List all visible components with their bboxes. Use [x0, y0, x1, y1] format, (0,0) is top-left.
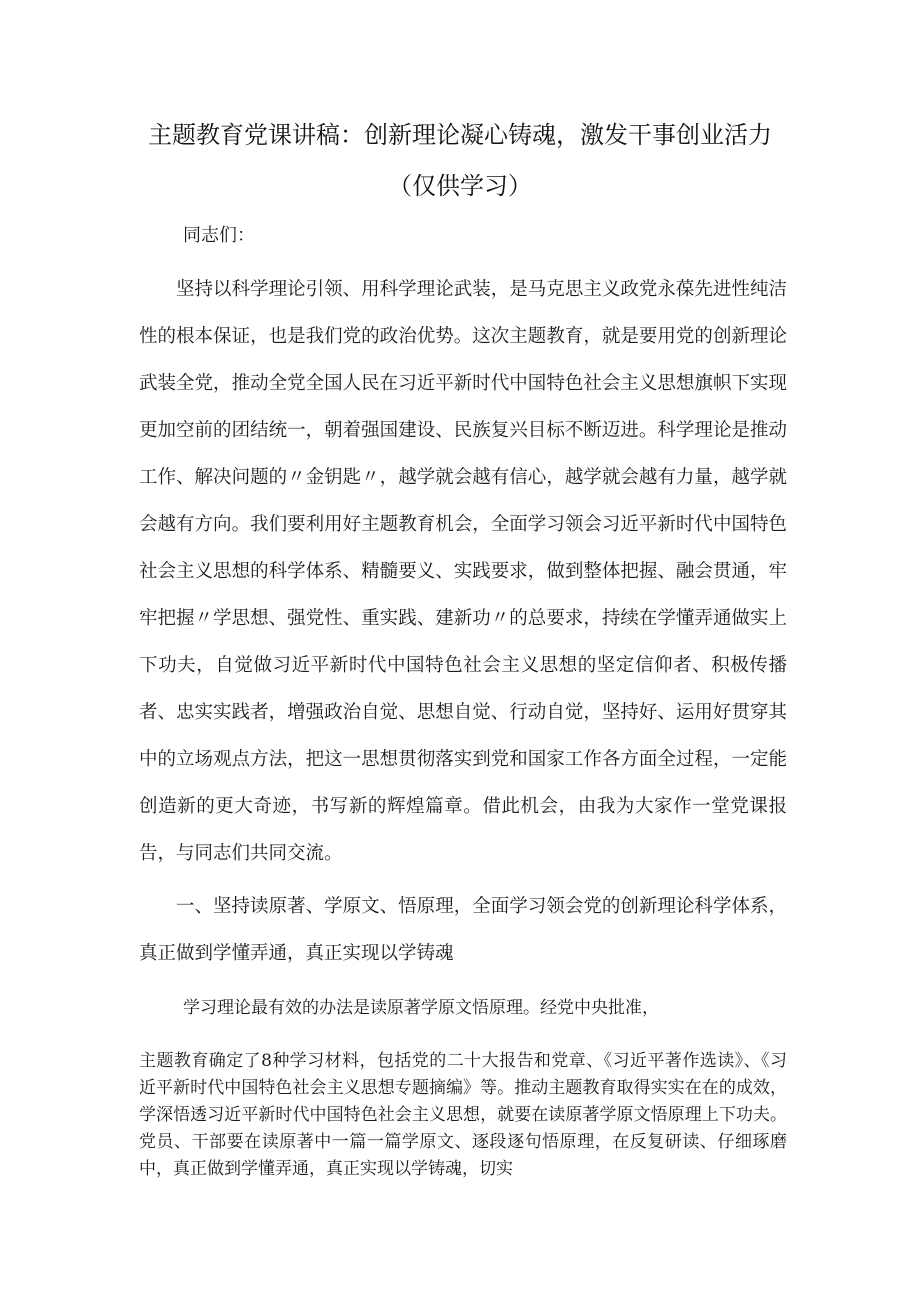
document-subtitle: （仅供学习）	[388, 172, 532, 200]
section-heading-1: 一、坚持读原著、学原文、悟原理，全面学习领会党的创新理论科学体系，真正做到学懂弄通，真正实现以学铸魂	[139, 896, 787, 964]
document-title: 主题教育党课讲稿：创新理论凝心铸魂，激发干事创业活力	[148, 121, 772, 149]
intro-paragraph: 坚持以科学理论引领、用科学理论武装，是马克思主义政党永葆先进性纯洁性的根本保证，也是我们党的政治优势。这次主题教育，就是要用党的创新理论武装全党，推动全党全国人民在习近平新时代中国特色社会主义思想旗帜下实现更加空前的团结统一，朝着强国建设、民族复兴目标不断迈进。科学理论是推动工作、解决问题的〃金钥匙〃，越学就会越有信心，越学就会越有力量，越学就会越有方向。我们要利用好主题教育机会，全面学习领会习近平新时代中国特色社会主义思想的科学体系、精髓要义、实践要求，做到整体把握、融会贯通，牢牢把握〃学思想、强党性、重实践、建新功〃的总要求，持续在学懂弄通做实上下功夫，自觉做习近平新时代中国特色社会主义思想的坚定信仰者、积极传播者、忠实实践者，增强政治自觉、思想自觉、行动自觉，坚持好、运用好贯穿其中的立场观点方法，把这一思想贯彻落实到党和国家工作各方面全过程，一定能创造新的更大奇迹，书写新的辉煌篇章。借此机会，由我为大家作一堂党课报告，与同志们共同交流。	[139, 279, 787, 864]
section-1-body: 主题教育确定了8种学习材料，包括党的二十大报告和党章、《习近平著作选读》、《习近平新时代中国特色社会主义思想专题摘编》等。推动主题教育取得实实在在的成效，学深悟透习近平新时代中国特色社会主义思想，就要在读原著学原文悟原理上下功夫。党员、干部要在读原著中一篇一篇学原文、逐段逐句悟原理，在反复研读、仔细琢磨中，真正做到学懂弄通，真正实现以学铸魂，切实	[139, 1051, 787, 1179]
section-1-lead-sentence: 学习理论最有效的办法是读原著学原文悟原理。经党中央批准，	[183, 998, 659, 1018]
greeting: 同志们：	[183, 225, 255, 246]
